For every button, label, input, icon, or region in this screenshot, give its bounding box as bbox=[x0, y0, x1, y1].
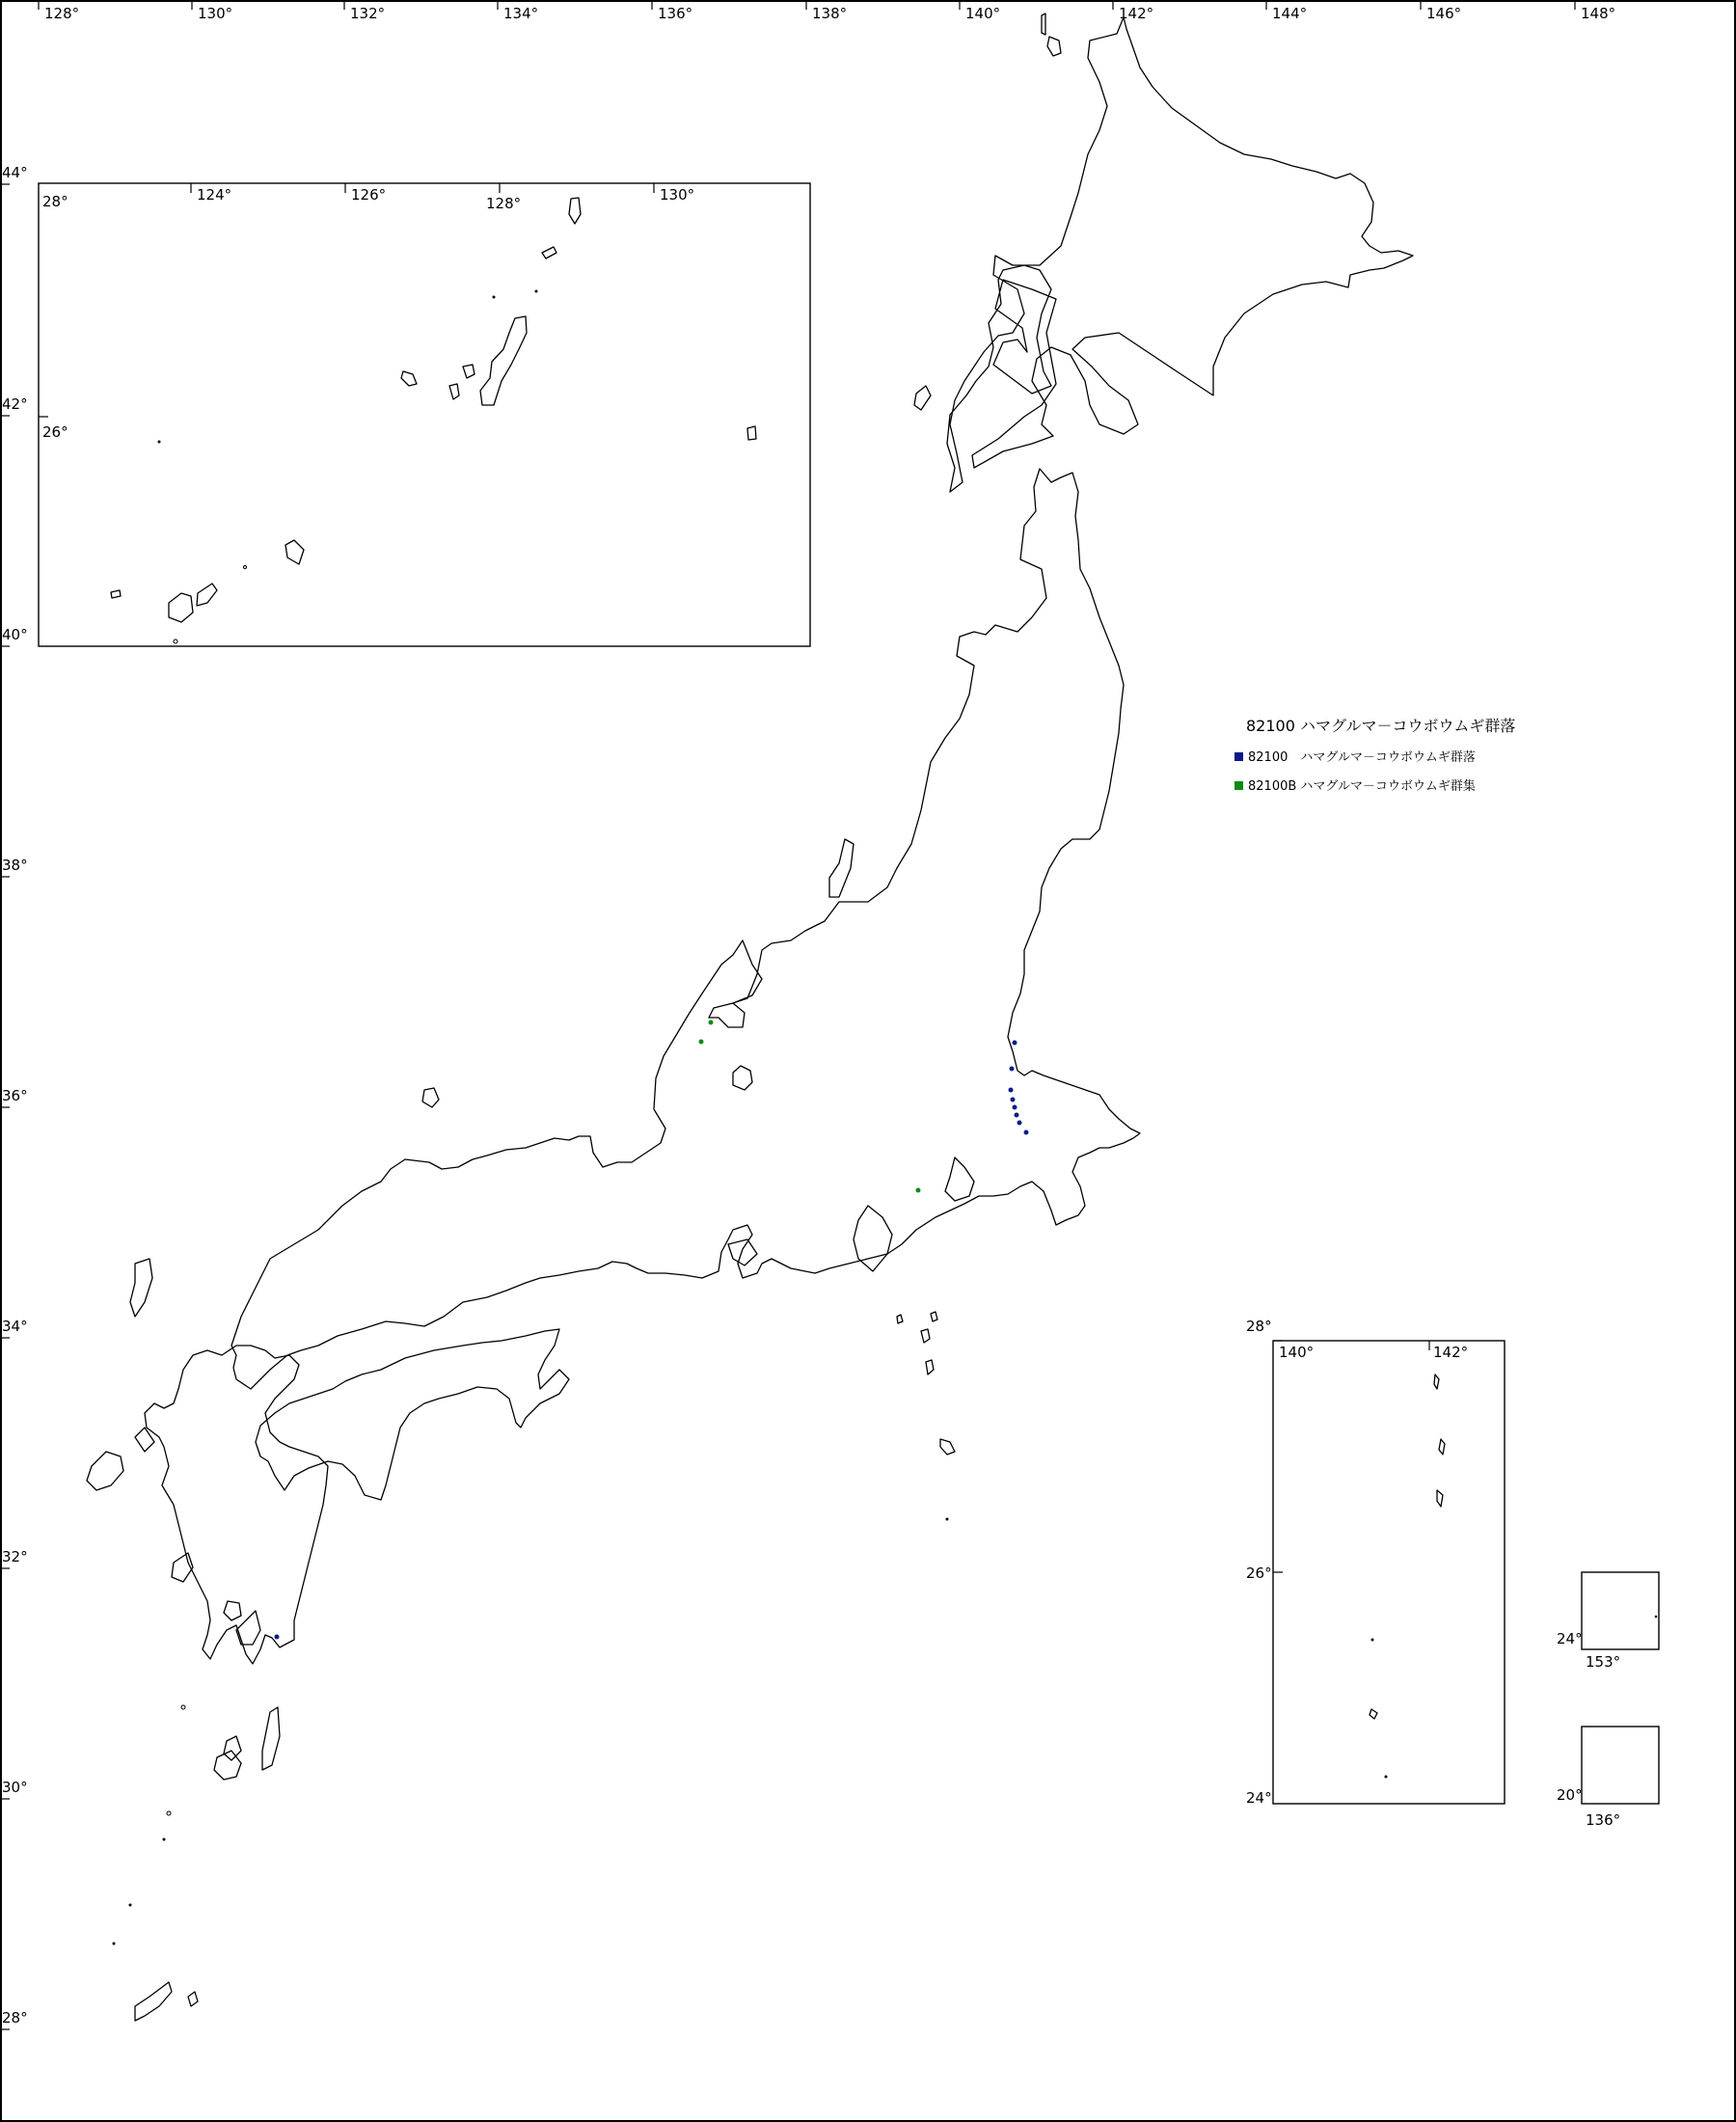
lon-label: 148° bbox=[1581, 5, 1616, 22]
lat-label: 40° bbox=[2, 626, 28, 643]
inset-ogasawara bbox=[1246, 1318, 1505, 1807]
latitude-axis bbox=[0, 164, 28, 2029]
inset-lat-label: 26° bbox=[42, 423, 68, 441]
inset-lon-label: 140° bbox=[1279, 1344, 1315, 1361]
lon-label: 128° bbox=[44, 5, 80, 22]
inset-lon-label: 130° bbox=[660, 186, 695, 204]
coastline-main bbox=[87, 17, 1413, 1664]
lon-label: 132° bbox=[350, 5, 386, 22]
lat-label: 28° bbox=[2, 2009, 28, 2027]
island-shikoku bbox=[256, 1329, 569, 1500]
inset-lat-label: 26° bbox=[1246, 1564, 1272, 1582]
lon-label: 136° bbox=[658, 5, 693, 22]
lat-label: 38° bbox=[2, 857, 28, 874]
island-kyushu bbox=[145, 1346, 328, 1664]
inset-ryukyu bbox=[39, 183, 810, 646]
lon-label: 142° bbox=[1119, 5, 1154, 22]
island-hokkaido bbox=[947, 17, 1413, 492]
lat-label: 34° bbox=[2, 1318, 28, 1335]
inset-lat-label: 28° bbox=[1246, 1318, 1272, 1335]
inset-lat-label: 20° bbox=[1557, 1786, 1583, 1804]
inset-lon-label: 153° bbox=[1586, 1653, 1621, 1671]
lat-label: 30° bbox=[2, 1779, 28, 1796]
occurrence-markers-community bbox=[275, 1041, 1029, 1640]
lat-label: 44° bbox=[2, 164, 28, 181]
inset-lon-label: 124° bbox=[197, 186, 232, 204]
inset-lon-label: 126° bbox=[351, 186, 387, 204]
legend-swatch-association bbox=[1234, 781, 1243, 790]
lon-label: 140° bbox=[965, 5, 1001, 22]
lon-label: 134° bbox=[503, 5, 539, 22]
island-honshu bbox=[231, 469, 1140, 1389]
lon-label: 144° bbox=[1272, 5, 1308, 22]
coastline-islands bbox=[113, 14, 1062, 2021]
inset-lon-label: 128° bbox=[486, 195, 522, 212]
longitude-axis bbox=[39, 0, 1615, 22]
inset-minamitorishima bbox=[1557, 1572, 1659, 1671]
legend-swatch-community bbox=[1234, 752, 1243, 761]
occurrence-markers-association bbox=[699, 1020, 921, 1193]
lat-label: 36° bbox=[2, 1087, 28, 1104]
legend-item-label: 82100 ハマグルマ－コウボウムギ群落 bbox=[1248, 750, 1476, 765]
inset-lon-label: 142° bbox=[1433, 1344, 1469, 1361]
lat-label: 42° bbox=[2, 395, 28, 413]
inset-lat-label: 24° bbox=[1246, 1789, 1272, 1807]
lon-label: 146° bbox=[1426, 5, 1462, 22]
inset-lat-label: 28° bbox=[42, 193, 68, 210]
lat-label: 32° bbox=[2, 1548, 28, 1565]
legend bbox=[1234, 717, 1515, 794]
lon-label: 138° bbox=[812, 5, 848, 22]
inset-okinotorishima bbox=[1557, 1727, 1659, 1829]
legend-title: 82100 ハマグルマ－コウボウムギ群落 bbox=[1246, 717, 1516, 735]
inset-lon-label: 136° bbox=[1586, 1811, 1621, 1829]
legend-item-label: 82100B ハマグルマ－コウボウムギ群集 bbox=[1248, 779, 1476, 794]
inset-lat-label: 24° bbox=[1557, 1630, 1583, 1647]
lon-label: 130° bbox=[198, 5, 233, 22]
